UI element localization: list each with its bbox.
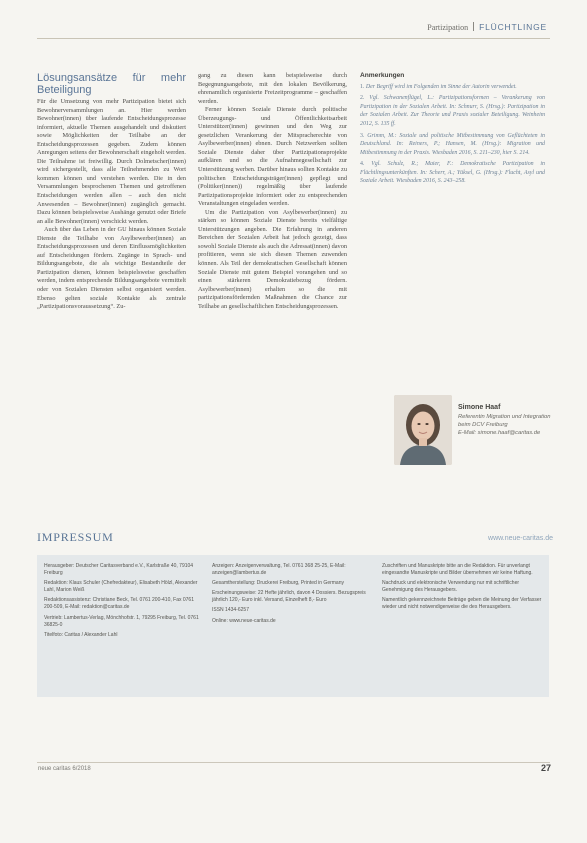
impressum-entry: Namentlich gekennzeichnete Beiträge geben die Meinung der Verfasser wieder und nicht notwendigerweise die des Herausgebers.	[382, 597, 542, 611]
article-column-1	[37, 72, 186, 492]
note-text: Vgl. Schwanenflügel, L.: Partizipationsformen – Verankerung von Partizipation in der Sozialen Arbeit. In: Schnurr, S. (Hrsg.): Partizipation in der Sozialen Arbeit. Zur Theorie und Praxis sozialer Beteiligung. Weinheim 2012, S. 135 ff.	[360, 95, 545, 127]
impressum-entry: Anzeigen: Anzeigenverwaltung, Tel. 0761 368 25-25, E-Mail: anzeigen@lambertus.de	[212, 563, 346, 577]
author-role: Referentin Migration und Integration beim DCV Freiburg	[458, 414, 551, 428]
impressum-entry: ISSN 1434-6257	[212, 607, 249, 614]
note-item: 3. Grimm, M.: Soziale und politische Mitbestimmung von Geflüchteten in Deutschland. In: Reiners, P.; Hansen, M. (Hrsg.): Migration und Mitbestimmung in der Praxis. Wiesbaden 2016, S. 211–230, hier S. 214.	[360, 132, 545, 156]
header-rule	[37, 38, 550, 39]
impressum-entry: Redaktion: Klaus Schuler (Chefredakteur), Elisabeth Hölzl, Alexander Lahl, Marion Weiß	[44, 580, 198, 594]
paragraph: gang zu diesen kann beispielsweise durch Begegnungsangebote, mit den lokalen Bevölkerung, ehrenamtlich organisierte Freizeitprogramme – geschaffen werden.	[198, 72, 347, 105]
impressum-entry: Zuschriften und Manuskripte bitte an die Redaktion. Für unverlangt eingesandte Manuskripte und Bilder übernehmen wir keine Haftung.	[382, 563, 533, 577]
impressum-column-2	[212, 563, 370, 628]
page-number: 27	[540, 763, 551, 773]
note-number: 4	[360, 161, 363, 168]
header-topic: FLÜCHTLINGE	[479, 22, 547, 32]
impressum-column-3	[382, 563, 542, 615]
impressum-entry: Gesamtherstellung: Druckerei Freiburg, Printed in Germany	[212, 580, 344, 587]
article-column-2	[198, 72, 347, 492]
impressum-entry: Titelfoto: Caritas / Alexander Lahl	[44, 631, 118, 638]
note-number: 1	[360, 83, 363, 90]
note-text: Der Begriff wird im Folgenden im Sinne der Autorin verwendet.	[365, 83, 517, 90]
author-photo	[394, 395, 452, 465]
notes-heading: Anmerkungen	[360, 72, 405, 79]
author-portrait-icon	[394, 395, 452, 465]
impressum-entry: Vertrieb: Lambertus-Verlag, Mönchhofstr. 1, 79295 Freiburg, Tel. 0761 36825-0	[44, 614, 199, 628]
paragraph: Auch über das Leben in der GU hinaus können Soziale Dienste die Teilhabe von Asylbewerber(innen) an Entscheidungsprozessen und deren Einflussmöglichkeiten auf Entscheidungen fördern. Zugänge in Sprach- und Bildungsangebote, die als wichtige Bestandteile der Partizipation dienen, können beispielsweise geschaffen werden, indem entsprechende Bildungsangebote vermittelt oder von Sozialen Diensten selbst organisiert werden. Ebenso gelten soziale Kontakte als zentrale „Partizipationsvoraussetzung“. Zu-	[37, 226, 186, 311]
header-separator	[473, 22, 474, 31]
impressum-entry: Redaktionsassistenz: Christiane Beck, Tel. 0761 200-410, Fax 0761 200-509, E-Mail: redaktion@caritas.de	[44, 597, 194, 611]
note-number: 3	[360, 132, 363, 139]
note-text: Vgl. Schulz, R.; Maier, F.: Demokratische Partizipation in Flüchtlingsunterkünften. In: Scherr, A.; Yüksel, G. (Hrsg.): Flucht, Asyl und Soziale Arbeit. Wiesbaden 2016, S. 243–258.	[360, 161, 545, 185]
header-section: Partizipation	[427, 23, 469, 32]
impressum-entry: Nachdruck und elektronische Verwendung nur mit schriftlicher Genehmigung des Herausgebers.	[382, 580, 520, 594]
paragraph: Für die Umsetzung von mehr Partizipation bietet sich Bewohnerversammlungen an. Hier werden Bewohner(innen) über laufende Entscheidungsprozesse informiert, aktuelle Themen ausgehandelt und diskutiert sowie Möglichkeiten der Teilhabe an der Entscheidungsprozessen gegeben. Zudem können Anregungen seitens der Bewohnerschaft eingeholt werden. Die Teilnahme ist freiwillig. Durch Dolmetscher(innen) wird sichergestellt, dass alle Teilnehmenden zu Wort kommen können und verstehen werden. Die in den Versammlungen besprochenen Themen und getroffenen Entscheidungen werden allen – auch den nicht Anwesenden – Bewohner(innen) zugänglich gemacht. Dazu können beispielsweise Aushänge genutzt oder Briefe an alle Bewohner(innen) verschickt werden.	[37, 98, 186, 225]
impressum-entry: Online: www.neue-caritas.de	[212, 617, 276, 624]
author-info	[458, 404, 553, 437]
impressum-title: IMPRESSUM	[37, 530, 114, 544]
author-email[interactable]: E-Mail: simone.haaf@caritas.de	[458, 430, 541, 436]
impressum-url[interactable]: www.neue-caritas.de	[488, 535, 553, 542]
note-text: Grimm, M.: Soziale und politische Mitbestimmung von Geflüchteten in Deutschland. In: Reiners, P.; Hansen, M. (Hrsg.): Migration und Mitbestimmung in der Praxis. Wiesbaden 2016, S. 211–230, hier S. 214.	[360, 132, 545, 156]
running-header	[427, 22, 547, 32]
footer-rule	[37, 762, 550, 763]
notes-list	[360, 83, 545, 187]
paragraph: Um die Partizipation von Asylbewerber(innen) zu stärken so können Soziale Dienste bereits vielfältige Unterstützungen angeben. Die Erfahrung in anderen Bereichen der Sozialen Arbeit hat jedoch gezeigt, dass sowohl Soziale Dienste als auch die Adressat(innen) davon profitieren, wenn sie sich diesen Themen zuwenden können. Als Teil der demokratischen Gesellschaft können Soziale Dienste mit gutem Beispiel vorangehen und so einen stärkeren Demokratiebezug fördern. Asylbewerber(innen) erhalten so die mit partizipationsfördernden Maßnahmen die Chance zur Teilhabe an gesellschaftlichen Entscheidungsprozessen.	[198, 208, 347, 310]
note-item: 1. Der Begriff wird im Folgenden im Sinne der Autorin verwendet.	[360, 83, 517, 90]
paragraph: Ferner können Soziale Dienste durch politische Überzeugungs- und Öffentlichkeitsarbeit Unterstützer(innen) gewinnen und den Weg zur gesetzlichen Verankerung der Mitspracherechte von Asylbewerber(innen) ebnen. Durch Netzwerken sollten Soziale Dienste daher über Partizipationsprojekte aufklären und so die Aufnahmegesellschaft zur Unterstützung werben. Darüber hinaus sollten Kontakte zu politischen Entscheidungsträger(innen) gepflegt und (Politiker(innen)) regelmäßig über laufende Partizipationsprojekte informiert oder zu entsprechenden Veranstaltungen eingeladen werden.	[198, 106, 347, 208]
footer-issue: neue caritas 6/2018	[38, 766, 91, 772]
impressum-entry: Erscheinungsweise: 22 Hefte jährlich, davon 4 Dossiers. Bezugspreis jährlich 120,- Euro inkl. Versand, Einzelheft 8,- Euro	[212, 590, 366, 604]
note-item: 2. Vgl. Schwanenflügel, L.: Partizipationsformen – Verankerung von Partizipation in der Sozialen Arbeit. In: Schnurr, S. (Hrsg.): Partizipation in der Sozialen Arbeit. Zur Theorie und Praxis sozialer Beteiligung. Weinheim 2012, S. 135 ff.	[360, 95, 545, 127]
note-item: 4. Vgl. Schulz, R.; Maier, F.: Demokratische Partizipation in Flüchtlingsunterkünften. In: Scherr, A.; Yüksel, G. (Hrsg.): Flucht, Asyl und Soziale Arbeit. Wiesbaden 2016, S. 243–258.	[360, 161, 545, 185]
note-number: 2	[360, 95, 363, 102]
section-heading: Lösungsansätze für mehr Beteiligung	[37, 72, 186, 96]
author-name: Simone Haaf	[458, 404, 501, 411]
impressum-entry: Herausgeber: Deutscher Caritasverband e.V., Karlstraße 40, 79104 Freiburg	[44, 563, 194, 577]
impressum-column-1	[44, 563, 202, 642]
notes-column	[360, 72, 545, 312]
